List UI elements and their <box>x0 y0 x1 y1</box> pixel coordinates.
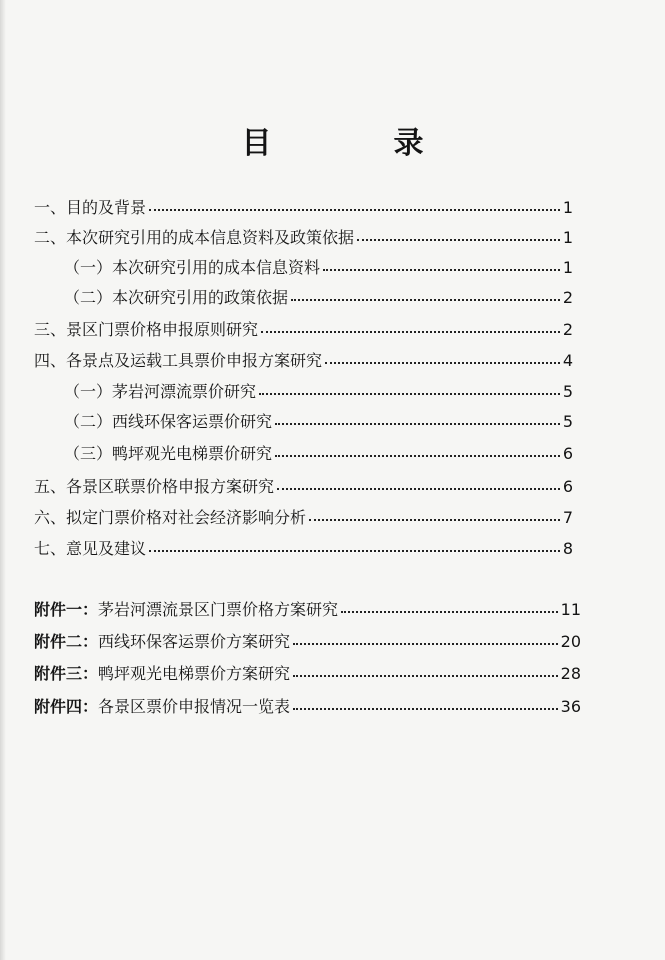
toc-page-number: 8 <box>562 539 573 558</box>
toc-appendix-label <box>34 664 290 684</box>
toc-subentry-4-3[interactable] <box>64 444 573 464</box>
dot-leader <box>293 643 558 645</box>
toc-page-number: 28 <box>560 664 581 683</box>
toc-page-number: 5 <box>562 412 573 431</box>
toc-entry-1[interactable] <box>34 198 573 218</box>
dot-leader <box>261 331 560 333</box>
toc-page-number: 6 <box>562 444 573 463</box>
toc-page-number: 6 <box>562 477 573 496</box>
toc-entry-5[interactable] <box>34 477 573 497</box>
toc-page-number: 7 <box>562 508 573 527</box>
toc-entry-3[interactable] <box>34 320 573 340</box>
toc-subentry-4-2[interactable] <box>64 412 573 432</box>
toc-appendix-label <box>34 697 290 717</box>
toc-entry-label: 六、拟定门票价格对社会经济影响分析 <box>34 508 307 527</box>
appendix-prefix: 附件二： <box>34 632 99 651</box>
toc-entry-label: 三、景区门票价格申报原则研究 <box>34 320 259 339</box>
appendix-prefix: 附件四： <box>34 697 99 716</box>
toc-page-number: 5 <box>562 382 573 401</box>
dot-leader <box>323 269 560 271</box>
toc-page-number: 4 <box>562 351 573 370</box>
dot-leader <box>293 708 558 710</box>
dot-leader <box>277 488 560 490</box>
dot-leader <box>259 393 560 395</box>
toc-page-number: 20 <box>560 632 581 651</box>
toc-appendix-2[interactable] <box>34 632 581 652</box>
toc-appendix-label <box>34 600 338 620</box>
dot-leader <box>341 611 558 613</box>
appendix-title: 鸭坪观光电梯票价方案研究 <box>98 664 291 683</box>
toc-appendix-4[interactable] <box>34 697 581 717</box>
toc-page-number: 1 <box>562 198 573 217</box>
page-title: 目 录 <box>241 126 470 161</box>
toc-entry-4[interactable] <box>34 351 573 371</box>
toc-entry-2[interactable] <box>34 228 573 248</box>
toc-entry-label: 四、各景点及运载工具票价申报方案研究 <box>34 351 323 370</box>
dot-leader <box>149 209 560 211</box>
appendix-prefix: 附件三： <box>34 664 99 683</box>
toc-entry-6[interactable] <box>34 508 573 528</box>
toc-page-number: 2 <box>562 288 573 307</box>
toc-entry-label: （三）鸭坪观光电梯票价研究 <box>64 444 273 463</box>
toc-subentry-2-2[interactable] <box>64 288 573 308</box>
toc-appendix-label <box>34 632 290 652</box>
toc-page-number: 1 <box>562 228 573 247</box>
toc-subentry-4-1[interactable] <box>64 382 573 402</box>
toc-page-number: 11 <box>560 600 581 619</box>
toc-subentry-2-1[interactable] <box>64 258 573 278</box>
toc-entry-label: （一）本次研究引用的成本信息资料 <box>64 258 321 277</box>
appendix-title: 茅岩河漂流景区门票价格方案研究 <box>98 600 339 619</box>
appendix-title: 西线环保客运票价方案研究 <box>98 632 291 651</box>
toc-appendix-1[interactable] <box>34 600 581 620</box>
dot-leader <box>309 519 560 521</box>
dot-leader <box>149 550 560 552</box>
toc-entry-label: 五、各景区联票价格申报方案研究 <box>34 477 275 496</box>
dot-leader <box>275 423 560 425</box>
toc-page-number: 1 <box>562 258 573 277</box>
appendix-title: 各景区票价申报情况一览表 <box>98 697 291 716</box>
toc-entry-label: 一、目的及背景 <box>34 198 147 217</box>
toc-entry-label: （二）本次研究引用的政策依据 <box>64 288 289 307</box>
dot-leader <box>325 362 560 364</box>
toc-entry-label: 二、本次研究引用的成本信息资料及政策依据 <box>34 228 355 247</box>
dot-leader <box>357 239 560 241</box>
toc-entry-label: （一）茅岩河漂流票价研究 <box>64 382 257 401</box>
dot-leader <box>291 299 560 301</box>
dot-leader <box>293 675 558 677</box>
toc-entry-label: （二）西线环保客运票价研究 <box>64 412 273 431</box>
toc-page-number: 36 <box>560 697 581 716</box>
toc-entry-label: 七、意见及建议 <box>34 539 147 558</box>
toc-appendix-3[interactable] <box>34 664 581 684</box>
dot-leader <box>275 455 560 457</box>
toc-entry-7[interactable] <box>34 539 573 559</box>
appendix-prefix: 附件一： <box>34 600 99 619</box>
toc-page-number: 2 <box>562 320 573 339</box>
